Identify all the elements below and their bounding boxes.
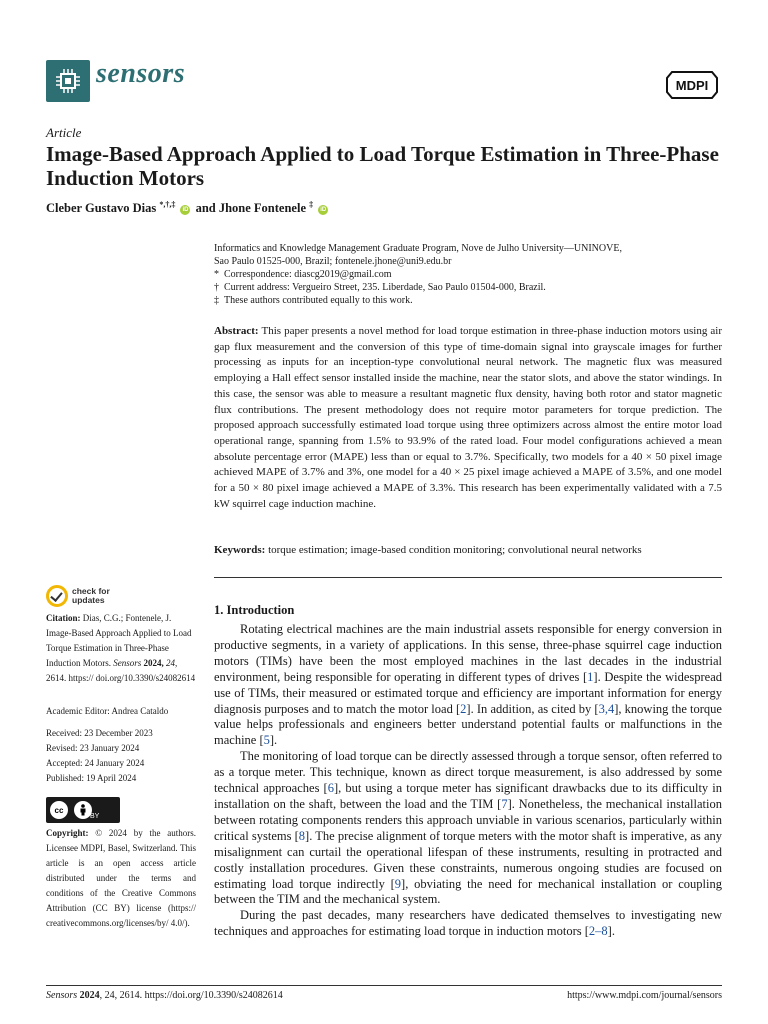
- paragraph: The monitoring of load torque can be directly assessed through a torque sensor, often referred to as a torque meter. This technique, known as direct torque measurement, is also addressed by some technical approaches [6], but using a torque meter has significant drawbacks due to its difficulty in installation on the shaft, between the load and the TIM [7]. Nonetheless, the mechanical installation between rotating components renders this approach unviable in various scenarios, particularly within critical systems [8]. The precise alignment of torque meters with the motor shaft is imperative, as any misalignment can curtail the operational lifespan of these instruments, resulting in protracted and costly installation procedures. Given these constraints, numerous ongoing studies are focused on estimating load torque indirectly [9], obviating the need for mechanical installation or coupling between the TIM and the mechanical system.: [214, 749, 723, 907]
- citation-journal: Sensors: [113, 658, 142, 668]
- svg-text:MDPI: MDPI: [675, 78, 709, 93]
- divider: [214, 577, 722, 578]
- academic-editor: Academic Editor: Andrea Cataldo: [46, 706, 169, 716]
- footnote-symbol: ‡: [214, 295, 219, 306]
- citation-text: Dias, C.G.; Fontenele, J. Image-Based Approach Applied to Load Torque Estimation in Three-Phase Induction Motors.: [46, 613, 192, 668]
- citation-volume: 24,: [166, 658, 178, 668]
- article-type: Article: [46, 125, 82, 140]
- author-marks: ‡: [309, 200, 314, 209]
- abstract-label: Abstract:: [214, 325, 259, 337]
- author-name[interactable]: Jhone Fontenele: [218, 201, 306, 216]
- equal-contribution-note: These authors contributed equally to this work.: [224, 295, 413, 306]
- citation-year: 2024,: [143, 658, 164, 668]
- citation-doi-link[interactable]: 2614. https:// doi.org/10.3390/s24082614: [46, 673, 196, 683]
- check-updates-icon: [46, 585, 68, 607]
- accepted-date: Accepted: 24 January 2024: [46, 758, 145, 768]
- citation-link[interactable]: 2–8: [588, 924, 608, 939]
- abstract-text: This paper presents a novel method for load torque estimation in three-phase induction motors using air gap flux measurement and the conversion of this type of time-domain signal into grayscale images for further processing as inputs for an inception-type convolutional neural network. The magnetic flux was measured employing a Hall effect sensor installed inside the machine, near the stator slots, and above the stator windings. In this case, the sensor was able to measure a resultant magnetic flux density, having both rotor and stator magnetic flux contributions. The present methodology does not require motor parameters for torque prediction. The proposed approach successfully estimated load torque using three optimizers across almost the entire motor load operational range, spanning from 1.5% to 93.9% of the rated load. Four model configurations achieved a mean absolute percentage error (MAPE) less than or equal to 3.7%. Specifically, two models for a 40 × 50 pixel image achieved MAPE of 3.7% and 3%, one model for a 40 × 25 pixel image achieved a MAPE of 3.5%, and one model for a 50 × 80 pixel image achieved a MAPE of 3.3%. This research has been experimentally validated with a 7.5 kW squirrel cage induction machine.: [214, 325, 722, 510]
- by-label: BY: [90, 813, 100, 820]
- author-name[interactable]: Cleber Gustavo Dias: [46, 201, 157, 216]
- citation-link[interactable]: 6: [327, 781, 334, 796]
- citation-link[interactable]: 7: [501, 796, 508, 811]
- citation-label: Citation:: [46, 613, 81, 623]
- journal-logo-icon[interactable]: [46, 60, 90, 102]
- footer-journal: Sensors: [46, 990, 78, 1001]
- author-conjunction: and: [195, 201, 216, 216]
- keywords-label: Keywords:: [214, 544, 266, 556]
- mdpi-logo[interactable]: [664, 70, 720, 100]
- affiliation-line: Sao Paulo 01525-000, Brazil; fontenele.jhone@uni9.edu.br: [214, 256, 452, 267]
- copyright-notice: [46, 826, 196, 931]
- footer-year: 2024: [79, 990, 100, 1001]
- footer-journal-url[interactable]: https://www.mdpi.com/journal/sensors: [567, 990, 722, 1001]
- check-for-updates-button[interactable]: [46, 585, 110, 607]
- received-date: Received: 23 December 2023: [46, 728, 153, 738]
- publication-dates: [46, 726, 196, 786]
- keywords-text: torque estimation; image-based condition monitoring; convolutional neural networks: [268, 544, 642, 556]
- current-address-note: Current address: Vergueiro Street, 235. Liberdade, Sao Paulo 01504-000, Brazil.: [224, 282, 546, 293]
- footnote-symbol: *: [214, 269, 219, 280]
- published-date: Published: 19 April 2024: [46, 773, 137, 783]
- introduction-body: [214, 622, 722, 940]
- affiliations: [214, 242, 724, 307]
- check-updates-label: check for updates: [72, 586, 110, 605]
- citation-link[interactable]: 2: [460, 701, 467, 716]
- paragraph: Rotating electrical machines are the main industrial assets responsible for energy conversion in productive segments, in a variety of applications. In this sense, three-phase squirrel cage induction motors (TIMs) have been the most employed machines in the last decades in the industrial environment, being responsible for operating in different types of drives [1]. Despite the widespread use of TIMs, their measured or estimated torque and efficiency are important information for energy diagnosis purposes and to match the motor load [2]. In addition, as cited by [3,4], knowing the torque value helps professionals and engineers better understand potential faults or malfunctions in the machine [5].: [214, 622, 722, 748]
- abstract: [214, 324, 722, 512]
- citation-link[interactable]: 1: [587, 669, 594, 684]
- orcid-icon[interactable]: iD: [320, 207, 327, 214]
- footer-doi[interactable]: , 24, 2614. https://doi.org/10.3390/s24082614: [99, 990, 283, 1001]
- citation-block: [46, 611, 196, 686]
- correspondence-note: Correspondence: diascg2019@gmail.com: [224, 269, 392, 280]
- footer-citation: [46, 990, 283, 1001]
- section-heading: 1. Introduction: [214, 603, 295, 617]
- author-marks: *,†,‡: [159, 200, 176, 209]
- citation-link[interactable]: 8: [298, 828, 306, 843]
- revised-date: Revised: 23 January 2024: [46, 743, 140, 753]
- article-title: Image-Based Approach Applied to Load Torque Estimation in Three-Phase Induction Motors: [46, 142, 719, 190]
- author-list: [46, 200, 330, 216]
- journal-name[interactable]: sensors: [96, 58, 186, 89]
- footnote-symbol: †: [214, 282, 219, 293]
- citation-link[interactable]: 9: [394, 876, 402, 891]
- citation-link[interactable]: 5: [263, 733, 270, 748]
- affiliation-line: Informatics and Knowledge Management Graduate Program, Nove de Julho University—UNINOVE,: [214, 243, 622, 254]
- keywords: [214, 543, 722, 558]
- footer-rule: [46, 985, 722, 986]
- cc-by-license-badge[interactable]: [46, 797, 120, 823]
- copyright-text: © 2024 by the authors. Licensee MDPI, Basel, Switzerland. This article is an open access article distributed under the terms and conditions of the Creative Commons Attribution (CC BY) license (https:// creativecommons.org/licenses/by/ 4.0/).: [46, 828, 197, 928]
- citation-link[interactable]: 3,4: [598, 701, 615, 716]
- orcid-icon[interactable]: iD: [182, 207, 189, 214]
- cc-icon: cc: [50, 801, 68, 819]
- paragraph: During the past decades, many researchers have dedicated themselves to investigating new techniques and approaches for estimating load torque in induction motors [2–8].: [214, 908, 722, 939]
- copyright-label: Copyright:: [46, 828, 89, 838]
